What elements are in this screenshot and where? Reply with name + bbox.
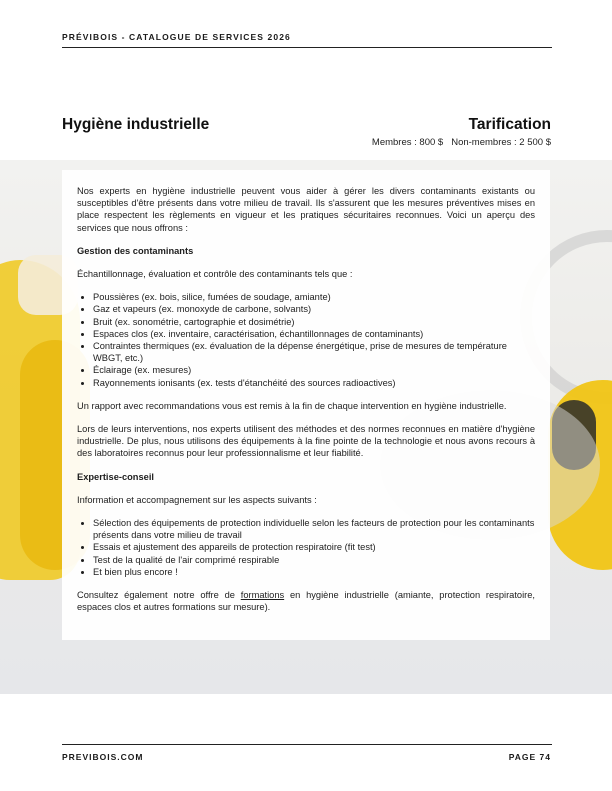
pricing-title: Tarification: [468, 116, 551, 133]
list-item: • Éclairage (ex. mesures): [93, 364, 535, 376]
list-item: • Rayonnements ionisants (ex. tests d'étanchéité des sources radioactives): [93, 377, 535, 389]
list-item: • Bruit (ex. sonométrie, cartographie et dosimétrie): [93, 316, 535, 328]
report-paragraph: Un rapport avec recommandations vous est remis à la fin de chaque intervention en hygiène industrielle.: [77, 400, 507, 411]
pricing-details: [372, 137, 551, 148]
footer-rule: [62, 744, 552, 745]
list-item: • Et bien plus encore !: [93, 566, 535, 578]
footer-website[interactable]: PREVIBOIS.COM: [62, 752, 144, 762]
list-item: • Sélection des équipements de protection individuelle selon les facteurs de protection pour les contaminants présents dans votre milieu de travail: [93, 517, 535, 541]
expertise-heading: Expertise-conseil: [77, 471, 154, 482]
non-members-price: Non-membres : 2 500 $: [451, 137, 551, 148]
closing-paragraph: [77, 589, 535, 613]
contaminants-lead: Échantillonnage, évaluation et contrôle des contaminants tels que :: [77, 269, 353, 280]
list-item: • Essais et ajustement des appareils de protection respiratoire (fit test): [93, 541, 535, 553]
header-rule: [62, 47, 552, 48]
page-number: PAGE 74: [508, 752, 551, 762]
expertise-lead: Information et accompagnement sur les aspects suivants :: [77, 494, 317, 505]
list-item: • Espaces clos (ex. inventaire, caractérisation, échantillonnages de contaminants): [93, 328, 535, 340]
list-item: • Gaz et vapeurs (ex. monoxyde de carbone, solvants): [93, 303, 535, 315]
section-title: Hygiène industrielle: [62, 116, 210, 133]
members-price: Membres : 800 $: [371, 137, 444, 148]
list-item: • Contraintes thermiques (ex. évaluation de la dépense énergétique, prise de mesures de température WBGT, etc.): [93, 340, 535, 364]
intro-paragraph: Nos experts en hygiène industrielle peuvent vous aider à gérer les divers contaminants existants ou susceptibles d'être présents dans votre milieu de travail. Ils s'assurent que les mesures préventives mises en place respectent les règlements en vigueur et les pratiques sécuritaires reconnues. Voici un aperçu des services que nous offrons :: [77, 186, 535, 233]
content-card: [62, 170, 550, 640]
formations-link[interactable]: formations: [240, 590, 285, 601]
closing-text: en hygiène industrielle (amiante, protection respiratoire, espaces clos et autres formations sur mesure).: [77, 590, 536, 613]
catalogue-header: PRÉVIBOIS - CATALOGUE DE SERVICES 2026: [62, 32, 291, 42]
expertise-list: [77, 517, 535, 578]
contaminants-heading: Gestion des contaminants: [77, 245, 194, 256]
contaminants-list: [77, 291, 535, 389]
list-item: • Test de la qualité de l'air comprimé respirable: [93, 554, 535, 566]
methods-paragraph: Lors de leurs interventions, nos experts utilisent des méthodes et des normes reconnues en matière d'hygiène industrielle. De plus, nous utilisons des équipements à la fine pointe de la technologie et nous avons recours à des laboratoires reconnus pour leur professionnalisme et leur fiabilité.: [77, 424, 535, 459]
closing-text: Consultez également notre offre de: [77, 590, 241, 601]
list-item: • Poussières (ex. bois, silice, fumées de soudage, amiante): [93, 291, 535, 303]
